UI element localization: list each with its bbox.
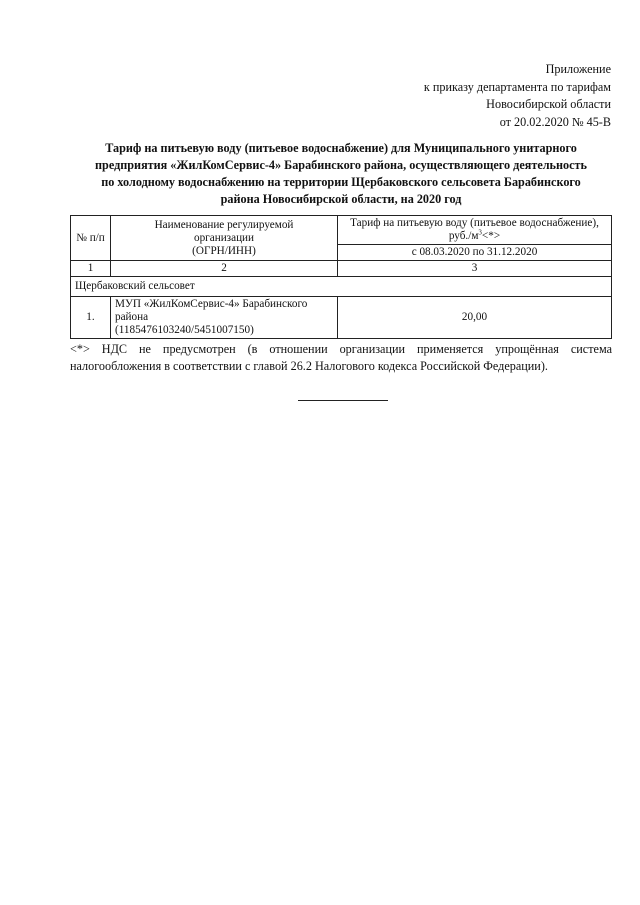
- header-tariff: [338, 216, 612, 245]
- unit-text: руб./м: [448, 230, 479, 242]
- header-tariff-line: Тариф на питьевую воду (питьевое водоснабжение),: [350, 217, 599, 229]
- org-line: (1185476103240/5451007150): [115, 324, 254, 336]
- footnote: <*> НДС не предусмотрен (в отношении организации применяется упрощённая система налогообложения в соответствии с главой 26.2 Налогового кодекса Российской Федерации).: [70, 342, 612, 373]
- index-cell: 3: [338, 261, 612, 277]
- title-line: предприятия «ЖилКомСервис-4» Барабинского района, осуществляющего деятельность: [95, 158, 587, 172]
- header-num: № п/п: [71, 216, 111, 261]
- header-org-line: (ОГРН/ИНН): [192, 244, 256, 257]
- header-organization: [111, 216, 338, 261]
- title-line: по холодному водоснабжению на территории Щербаковского сельсовета Барабинского: [101, 175, 581, 189]
- unit-superscript: 3: [478, 228, 482, 237]
- appendix-header: [424, 61, 611, 131]
- header-line: к приказу департамента по тарифам: [423, 79, 611, 94]
- org-line: МУП «ЖилКомСервис-4» Барабинского: [115, 298, 308, 310]
- section-cell: Щербаковский сельсовет: [71, 277, 612, 297]
- header-line: от 20.02.2020 № 45-В: [499, 114, 611, 129]
- org-line: района: [115, 311, 149, 323]
- header-org-line: Наименование регулируемой: [154, 218, 294, 231]
- document-title: [70, 140, 612, 208]
- header-tariff-unit: [342, 230, 607, 243]
- index-cell: 2: [111, 261, 338, 277]
- table-section-row: [71, 277, 612, 297]
- tariff-table: [70, 215, 612, 339]
- table-header-row: [71, 216, 612, 245]
- title-line: Тариф на питьевую воду (питьевое водоснабжение) для Муниципального унитарного: [105, 141, 577, 155]
- period-cell: с 08.03.2020 по 31.12.2020: [338, 245, 612, 261]
- table-index-row: [71, 261, 612, 277]
- end-divider: [298, 400, 388, 401]
- footnote-mark: <*>: [481, 230, 501, 242]
- row-organization: [111, 297, 338, 339]
- table-row: [71, 297, 612, 339]
- header-line: Приложение: [545, 62, 611, 76]
- row-tariff-value: 20,00: [338, 297, 612, 339]
- index-cell: 1: [71, 261, 111, 277]
- header-line: Новосибирской области: [486, 97, 611, 111]
- title-line: района Новосибирской области, на 2020 год: [220, 192, 462, 206]
- row-num: 1.: [71, 297, 111, 339]
- header-org-line: организации: [193, 231, 255, 244]
